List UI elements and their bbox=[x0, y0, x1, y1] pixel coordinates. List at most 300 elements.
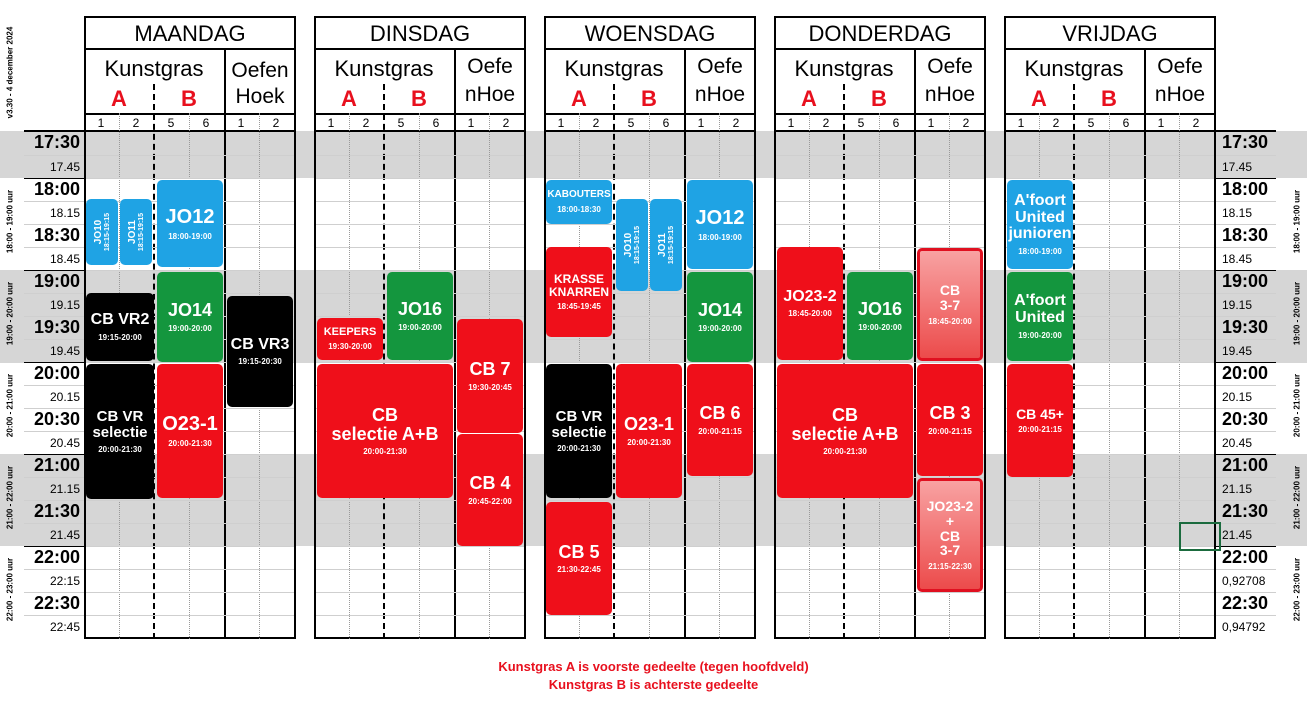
time-label-left: 18:00 bbox=[33, 179, 80, 199]
event-block-14[interactable] bbox=[616, 199, 648, 291]
day-name-dinsdag: DINSDAG bbox=[369, 21, 471, 46]
oefenhoek-label-line2: nHoe bbox=[694, 83, 746, 106]
half-a-label: A bbox=[801, 86, 817, 111]
event-title: CB VR bbox=[555, 407, 603, 425]
time-label-left: 21.45 bbox=[49, 528, 80, 542]
event-block-29[interactable] bbox=[1007, 180, 1073, 269]
time-row-line bbox=[1216, 385, 1276, 386]
hour-range-label-left: 18:00 - 19:00 uur bbox=[5, 189, 15, 254]
time-label-right: 0,92708 bbox=[1222, 574, 1266, 588]
event-title: KRASSE bbox=[553, 271, 604, 286]
grid-row-line bbox=[316, 270, 524, 271]
field-number: 5 bbox=[397, 116, 405, 130]
kunstgras-label: Kunstgras bbox=[104, 56, 204, 81]
event-time: 20:00-21:30 bbox=[823, 447, 867, 457]
time-row-line bbox=[1216, 339, 1276, 340]
event-time: 20:00-21:30 bbox=[168, 439, 212, 448]
oefenhoek-label-line2: nHoe bbox=[464, 83, 516, 106]
time-row-line bbox=[1216, 293, 1276, 294]
time-label-right: 19.15 bbox=[1222, 298, 1253, 312]
event-time: 20:00-21:30 bbox=[627, 437, 671, 447]
event-block-7[interactable] bbox=[157, 364, 223, 498]
time-label-right: 20.15 bbox=[1222, 390, 1253, 404]
grid-row-line bbox=[1006, 178, 1214, 179]
oefenhoek-label-line1: Oefe bbox=[1157, 55, 1203, 78]
hour-range-label-right: 20:00 - 21:00 uur bbox=[1292, 373, 1302, 438]
time-label-left: 18.45 bbox=[49, 252, 80, 266]
time-label-left: 19.15 bbox=[49, 298, 80, 312]
field-number: 2 bbox=[732, 116, 740, 130]
day-name-maandag: MAANDAG bbox=[134, 21, 246, 46]
event-title: O23-1 bbox=[623, 414, 675, 435]
event-title: United bbox=[1015, 208, 1065, 226]
grid-row-line bbox=[316, 592, 524, 593]
field-number: 2 bbox=[822, 116, 830, 130]
field-number: 2 bbox=[1052, 116, 1060, 130]
time-label-left: 21.15 bbox=[49, 482, 80, 496]
oefen-divider bbox=[454, 48, 456, 639]
grid-row-line bbox=[316, 201, 524, 202]
event-title: CB bbox=[372, 404, 398, 425]
kunstgras-label: Kunstgras bbox=[794, 56, 894, 81]
oefenhoek-label-line2: nHoe bbox=[924, 83, 976, 106]
event-time: 19:15-20:30 bbox=[238, 357, 282, 367]
field-number: 1 bbox=[697, 116, 705, 130]
half-b-label: B bbox=[181, 86, 197, 111]
time-label-right: 22:30 bbox=[1222, 593, 1269, 613]
grid-row-line bbox=[776, 155, 984, 156]
time-row-line bbox=[24, 385, 84, 386]
field-number: 1 bbox=[927, 116, 935, 130]
time-label-left: 17:30 bbox=[33, 132, 80, 152]
half-b-label: B bbox=[641, 86, 657, 111]
event-block-23[interactable] bbox=[777, 247, 843, 360]
time-label-right: 19.45 bbox=[1222, 344, 1253, 358]
time-label-right: 17:30 bbox=[1222, 132, 1269, 152]
grid-row-line bbox=[776, 224, 984, 225]
oefenhoek-label-line1: Oefe bbox=[697, 55, 743, 78]
field-number: 1 bbox=[97, 116, 105, 130]
event-block-2[interactable] bbox=[157, 180, 223, 267]
event-time: 18:45-20:00 bbox=[788, 309, 832, 319]
event-block-4[interactable] bbox=[157, 272, 223, 362]
grid-row-line bbox=[776, 592, 984, 593]
hour-range-label-left: 21:00 - 22:00 uur bbox=[5, 465, 15, 530]
event-block-5[interactable] bbox=[227, 296, 293, 407]
half-a-label: A bbox=[111, 86, 127, 111]
time-row-line bbox=[1216, 155, 1276, 156]
time-row-line bbox=[1216, 615, 1276, 616]
event-title: JO23-2 bbox=[783, 287, 837, 305]
grid-row-line bbox=[776, 362, 984, 363]
hour-range-label-right: 19:00 - 20:00 uur bbox=[1292, 281, 1302, 346]
field-number: 5 bbox=[857, 116, 865, 130]
event-block-1[interactable] bbox=[120, 199, 152, 265]
time-label-right: 20.45 bbox=[1222, 436, 1253, 450]
field-sub-divider bbox=[1179, 113, 1180, 639]
event-title: + bbox=[945, 512, 955, 529]
field-number: 2 bbox=[962, 116, 970, 130]
time-row-line bbox=[24, 477, 84, 478]
grid-row-line bbox=[86, 523, 294, 524]
event-block-17[interactable] bbox=[546, 247, 612, 337]
time-label-right: 21:00 bbox=[1222, 455, 1269, 475]
time-label-left: 20:30 bbox=[33, 409, 80, 429]
field-number: 1 bbox=[467, 116, 475, 130]
field-number: 6 bbox=[892, 116, 900, 130]
event-time: 20:00-21:30 bbox=[98, 444, 142, 454]
event-time: 19:30-20:00 bbox=[328, 342, 372, 352]
time-label-left: 22:15 bbox=[49, 574, 80, 588]
event-block-11[interactable] bbox=[317, 364, 453, 498]
event-block-31[interactable] bbox=[1007, 364, 1073, 477]
event-block-18[interactable] bbox=[687, 272, 753, 362]
event-block-26[interactable] bbox=[777, 364, 913, 498]
event-block-15[interactable] bbox=[650, 199, 682, 291]
time-label-right: 21.15 bbox=[1222, 482, 1253, 496]
event-block-3[interactable] bbox=[86, 293, 154, 361]
event-block-9[interactable] bbox=[317, 318, 383, 360]
field-number-divider bbox=[1004, 130, 1216, 132]
oefenhoek-label-line2: nHoe bbox=[1154, 83, 1206, 106]
time-label-left: 20:00 bbox=[33, 363, 80, 383]
field-number: 2 bbox=[1192, 116, 1200, 130]
field-number: 1 bbox=[557, 116, 565, 130]
event-title: CB VR bbox=[96, 408, 144, 426]
field-number: 5 bbox=[627, 116, 635, 130]
grid-row-line bbox=[316, 155, 524, 156]
half-b-label: B bbox=[871, 86, 887, 111]
grid-row-line bbox=[86, 546, 294, 547]
grid-row-line bbox=[546, 155, 754, 156]
grid-row-line bbox=[1006, 500, 1214, 501]
event-title: JO16 bbox=[857, 299, 903, 320]
field-number: 5 bbox=[167, 116, 175, 130]
grid-row-line bbox=[546, 500, 754, 501]
event-title: O23-1 bbox=[162, 413, 218, 435]
event-title: JO23-2 bbox=[926, 498, 974, 515]
version-label: v3.30 - 4 december 2024 bbox=[5, 26, 15, 119]
grid-row-line bbox=[1006, 155, 1214, 156]
grid-row-line bbox=[86, 569, 294, 570]
event-block-12[interactable] bbox=[457, 434, 523, 546]
event-block-19[interactable] bbox=[546, 364, 612, 498]
time-row-line bbox=[24, 569, 84, 570]
event-title: CB bbox=[939, 527, 961, 544]
event-title: JO14 bbox=[697, 300, 743, 321]
event-time: 20:00-21:15 bbox=[928, 426, 972, 436]
event-title: junioren bbox=[1008, 225, 1072, 243]
event-title: CB 5 bbox=[558, 541, 600, 562]
grid-row-line bbox=[316, 178, 524, 179]
event-time: 18:00-18:30 bbox=[557, 204, 601, 214]
oefenhoek-label-line1: Oefen bbox=[231, 59, 289, 82]
grid-row-line bbox=[776, 615, 984, 616]
time-label-left: 22:30 bbox=[33, 593, 80, 613]
event-block-24[interactable] bbox=[847, 272, 913, 360]
grid-row-line bbox=[86, 592, 294, 593]
field-number: 6 bbox=[1122, 116, 1130, 130]
event-title: selectie A+B bbox=[791, 423, 899, 444]
header-divider bbox=[544, 113, 756, 115]
half-a-label: A bbox=[571, 86, 587, 111]
grid-row-line bbox=[546, 615, 754, 616]
time-row-line bbox=[24, 615, 84, 616]
oefen-divider bbox=[1144, 48, 1146, 639]
event-time: 20:00-21:15 bbox=[698, 426, 742, 436]
time-label-right: 18:00 bbox=[1222, 179, 1269, 199]
field-number: 2 bbox=[502, 116, 510, 130]
event-time: 18:15-19:15 bbox=[104, 212, 112, 252]
event-title: KABOUTERS bbox=[547, 189, 611, 201]
grid-row-line bbox=[1006, 592, 1214, 593]
event-block-28[interactable] bbox=[917, 478, 983, 592]
field-number: 2 bbox=[272, 116, 280, 130]
grid-row-line bbox=[316, 569, 524, 570]
event-title: CB VR3 bbox=[230, 335, 290, 353]
day-name-vrijdag: VRIJDAG bbox=[1062, 21, 1158, 46]
grid-row-line bbox=[546, 362, 754, 363]
time-row-line bbox=[24, 201, 84, 202]
grid-row-line bbox=[86, 155, 294, 156]
time-label-right: 19:30 bbox=[1222, 317, 1269, 337]
grid-row-line bbox=[1006, 362, 1214, 363]
event-time: 18:15-19:15 bbox=[668, 225, 676, 265]
hour-range-label-right: 18:00 - 19:00 uur bbox=[1292, 189, 1302, 254]
header-divider bbox=[314, 113, 526, 115]
event-block-30[interactable] bbox=[1007, 272, 1073, 361]
event-title: JO12 bbox=[165, 205, 215, 228]
event-title: JO12 bbox=[695, 206, 745, 229]
field-number: 2 bbox=[592, 116, 600, 130]
grid-row-line bbox=[1006, 270, 1214, 271]
field-number-divider bbox=[544, 130, 756, 132]
time-row-line bbox=[1216, 201, 1276, 202]
time-label-left: 17.45 bbox=[49, 160, 80, 174]
time-row-line bbox=[24, 339, 84, 340]
time-label-right: 17.45 bbox=[1222, 160, 1253, 174]
time-row-line bbox=[1216, 569, 1276, 570]
time-label-left: 20.45 bbox=[49, 436, 80, 450]
event-title: CB VR2 bbox=[90, 311, 150, 329]
hour-range-label-left: 22:00 - 23:00 uur bbox=[5, 557, 15, 622]
event-block-21[interactable] bbox=[687, 364, 753, 476]
event-time: 19:00-20:00 bbox=[698, 323, 742, 333]
field-number: 5 bbox=[1087, 116, 1095, 130]
time-label-right: 21.45 bbox=[1222, 528, 1253, 542]
event-block-27[interactable] bbox=[917, 364, 983, 476]
field-number: 1 bbox=[327, 116, 335, 130]
event-time: 20:00-21:30 bbox=[557, 444, 601, 454]
event-title: JO16 bbox=[397, 299, 443, 320]
oefen-divider bbox=[684, 48, 686, 639]
hour-range-label-left: 20:00 - 21:00 uur bbox=[5, 373, 15, 438]
header-divider bbox=[1004, 113, 1216, 115]
event-time: 18:15-19:15 bbox=[138, 212, 146, 252]
field-number-divider bbox=[84, 130, 296, 132]
field-number: 1 bbox=[237, 116, 245, 130]
event-time: 18:00-19:00 bbox=[698, 232, 742, 242]
time-row-line bbox=[24, 155, 84, 156]
field-number-divider bbox=[774, 130, 986, 132]
time-row-line bbox=[24, 523, 84, 524]
field-number: 6 bbox=[202, 116, 210, 130]
half-b-label: B bbox=[411, 86, 427, 111]
grid-row-line bbox=[86, 615, 294, 616]
hour-range-label-right: 22:00 - 23:00 uur bbox=[1292, 557, 1302, 622]
event-time: 18:00-19:00 bbox=[1018, 247, 1062, 257]
grid-row-line bbox=[316, 247, 524, 248]
time-row-line bbox=[24, 293, 84, 294]
time-label-left: 22:00 bbox=[33, 547, 80, 567]
grid-row-line bbox=[1006, 477, 1214, 478]
grid-row-line bbox=[776, 178, 984, 179]
event-title: CB bbox=[939, 282, 961, 299]
event-title: KEEPERS bbox=[323, 325, 377, 338]
grid-row-line bbox=[316, 615, 524, 616]
time-row-line bbox=[1216, 247, 1276, 248]
time-label-right: 21:30 bbox=[1222, 501, 1269, 521]
time-row-line bbox=[24, 431, 84, 432]
time-label-right: 0,94792 bbox=[1222, 620, 1266, 634]
time-label-right: 22:00 bbox=[1222, 547, 1269, 567]
event-time: 18:45-20:00 bbox=[928, 316, 972, 326]
time-row-line bbox=[1216, 477, 1276, 478]
time-label-left: 18.15 bbox=[49, 206, 80, 220]
time-label-left: 22:45 bbox=[49, 620, 80, 634]
grid-row-line bbox=[86, 270, 294, 271]
event-block-25[interactable] bbox=[917, 248, 983, 361]
header-divider bbox=[774, 113, 986, 115]
event-block-6[interactable] bbox=[86, 364, 154, 499]
time-label-left: 21:00 bbox=[33, 455, 80, 475]
event-time: 19:00-20:00 bbox=[398, 322, 442, 332]
time-label-right: 18.45 bbox=[1222, 252, 1253, 266]
event-time: 21:30-22:45 bbox=[557, 565, 601, 575]
hour-range-label-right: 21:00 - 22:00 uur bbox=[1292, 465, 1302, 530]
field-number: 1 bbox=[787, 116, 795, 130]
grid-row-line bbox=[316, 546, 524, 547]
event-time: 19:15-20:00 bbox=[98, 332, 142, 342]
day-name-woensdag: WOENSDAG bbox=[584, 21, 716, 46]
field-number: 6 bbox=[432, 116, 440, 130]
hour-range-label-left: 19:00 - 20:00 uur bbox=[5, 281, 15, 346]
field-number: 6 bbox=[662, 116, 670, 130]
kunstgras-label: Kunstgras bbox=[564, 56, 664, 81]
event-title: United bbox=[1015, 309, 1065, 326]
note-kunstgras-a: Kunstgras A is voorste gedeelte (tegen hoofdveld) bbox=[498, 659, 809, 674]
grid-row-line bbox=[776, 201, 984, 202]
event-title: JO11 bbox=[657, 233, 669, 257]
event-title: 3-7 bbox=[939, 297, 961, 313]
event-block-13[interactable] bbox=[546, 180, 612, 224]
header-divider bbox=[84, 113, 296, 115]
half-a-label: A bbox=[341, 86, 357, 111]
event-title: KNARREN bbox=[549, 284, 609, 299]
time-label-right: 18:30 bbox=[1222, 225, 1269, 245]
event-title: selectie A+B bbox=[331, 423, 439, 444]
oefenhoek-label-line1: Oefe bbox=[467, 55, 513, 78]
time-label-left: 21:30 bbox=[33, 501, 80, 521]
event-time: 19:00-20:00 bbox=[1018, 330, 1062, 340]
event-title: JO10 bbox=[93, 219, 105, 245]
event-title: 3-7 bbox=[939, 542, 961, 559]
time-label-left: 18:30 bbox=[33, 225, 80, 245]
event-time: 18:15-19:15 bbox=[634, 225, 642, 265]
event-title: selectie bbox=[551, 423, 607, 441]
event-title: CB 45+ bbox=[1016, 405, 1064, 422]
time-label-right: 20:30 bbox=[1222, 409, 1269, 429]
grid-row-line bbox=[316, 224, 524, 225]
event-title: JO14 bbox=[167, 300, 213, 321]
event-title: CB 7 bbox=[469, 359, 511, 380]
field-number: 2 bbox=[132, 116, 140, 130]
event-time: 18:00-19:00 bbox=[168, 231, 212, 241]
time-row-line bbox=[1216, 523, 1276, 524]
kunstgras-label: Kunstgras bbox=[1024, 56, 1124, 81]
field-number: 1 bbox=[1157, 116, 1165, 130]
oefen-divider bbox=[224, 48, 226, 639]
event-title: CB 6 bbox=[699, 403, 741, 424]
event-title: CB 3 bbox=[929, 403, 971, 424]
half-b-label: B bbox=[1101, 86, 1117, 111]
time-label-right: 20:00 bbox=[1222, 363, 1269, 383]
event-time: 20:45-22:00 bbox=[468, 496, 512, 506]
day-name-donderdag: DONDERDAG bbox=[808, 21, 952, 46]
event-time: 19:00-20:00 bbox=[168, 323, 212, 333]
selected-cell[interactable] bbox=[1179, 522, 1221, 551]
event-block-22[interactable] bbox=[546, 502, 612, 615]
field-number: 2 bbox=[362, 116, 370, 130]
event-block-8[interactable] bbox=[387, 272, 453, 360]
time-label-left: 19:30 bbox=[33, 317, 80, 337]
time-row-line bbox=[1216, 431, 1276, 432]
event-time: 21:15-22:30 bbox=[928, 561, 972, 571]
grid-row-line bbox=[1006, 569, 1214, 570]
event-time: 19:30-20:45 bbox=[468, 382, 512, 392]
time-label-left: 19.45 bbox=[49, 344, 80, 358]
event-block-16[interactable] bbox=[687, 180, 753, 269]
note-kunstgras-b: Kunstgras B is achterste gedeelte bbox=[548, 677, 759, 692]
kunstgras-label: Kunstgras bbox=[334, 56, 434, 81]
event-block-20[interactable] bbox=[616, 364, 682, 498]
grid-row-line bbox=[546, 178, 754, 179]
event-time: 20:00-21:15 bbox=[1018, 425, 1062, 435]
grid-row-line bbox=[86, 178, 294, 179]
half-a-label: A bbox=[1031, 86, 1047, 111]
time-label-right: 18.15 bbox=[1222, 206, 1253, 220]
event-block-0[interactable] bbox=[86, 199, 118, 265]
field-number: 1 bbox=[1017, 116, 1025, 130]
oefenhoek-label-line1: Oefe bbox=[927, 55, 973, 78]
time-row-line bbox=[24, 247, 84, 248]
oefenhoek-label-line2: Hoek bbox=[235, 85, 285, 108]
event-title: selectie bbox=[92, 424, 148, 441]
event-title: A'foort bbox=[1014, 191, 1066, 209]
event-time: 18:45-19:45 bbox=[557, 302, 601, 312]
time-label-left: 19:00 bbox=[33, 271, 80, 291]
event-title: A'foort bbox=[1014, 292, 1066, 310]
event-time: 19:00-20:00 bbox=[858, 322, 902, 332]
grid-row-line bbox=[86, 500, 294, 501]
event-title: JO11 bbox=[127, 220, 139, 244]
event-block-10[interactable] bbox=[457, 319, 523, 433]
time-label-right: 19:00 bbox=[1222, 271, 1269, 291]
event-title: CB 4 bbox=[469, 473, 511, 494]
time-label-left: 20.15 bbox=[49, 390, 80, 404]
event-title: JO10 bbox=[623, 232, 635, 258]
field-number-divider bbox=[314, 130, 526, 132]
